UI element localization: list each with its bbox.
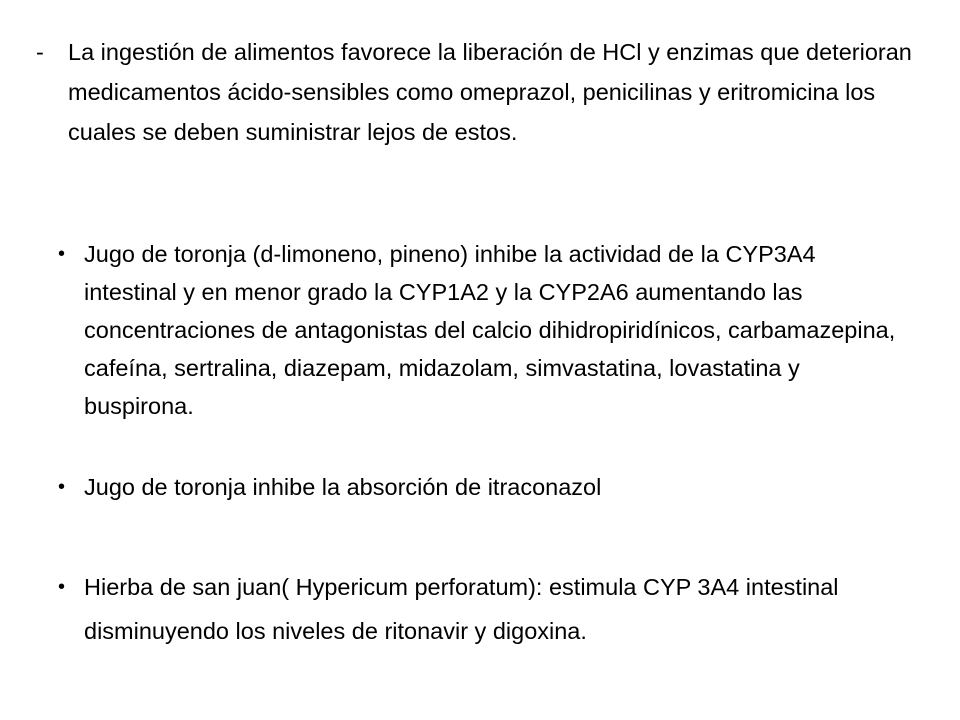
- bullet-marker: •: [58, 576, 66, 598]
- dash-list-item: [36, 32, 916, 152]
- bullet-marker: •: [58, 243, 66, 265]
- bullet-item-grapefruit-cyp: [58, 235, 898, 425]
- bullet-marker: •: [58, 476, 66, 498]
- bullet-text: Jugo de toronja inhibe la absorción de itraconazol: [84, 474, 602, 500]
- bullet-text: Jugo de toronja (d-limoneno, pineno) inhibe la actividad de la CYP3A4 intestinal y en menor grado la CYP1A2 y la CYP2A6 aumentando las concentraciones de antagonistas del calcio dihidropiridínicos, carbamazepina, cafeína, sertralina, diazepam, midazolam, simvastatina, lovastatina y buspirona.: [84, 241, 896, 419]
- dash-marker: -: [36, 39, 44, 65]
- dash-item-text: La ingestión de alimentos favorece la liberación de HCl y enzimas que deterioran medicamentos ácido-sensibles como omeprazol, penicilinas y eritromicina los cuales se deben suministrar lejos de estos.: [68, 39, 912, 145]
- bullet-item-st-johns-wort: [58, 565, 898, 653]
- bullet-text: Hierba de san juan( Hypericum perforatum): estimula CYP 3A4 intestinal disminuyendo los niveles de ritonavir y digoxina.: [84, 574, 839, 644]
- bullet-item-grapefruit-itraconazole: [58, 468, 898, 506]
